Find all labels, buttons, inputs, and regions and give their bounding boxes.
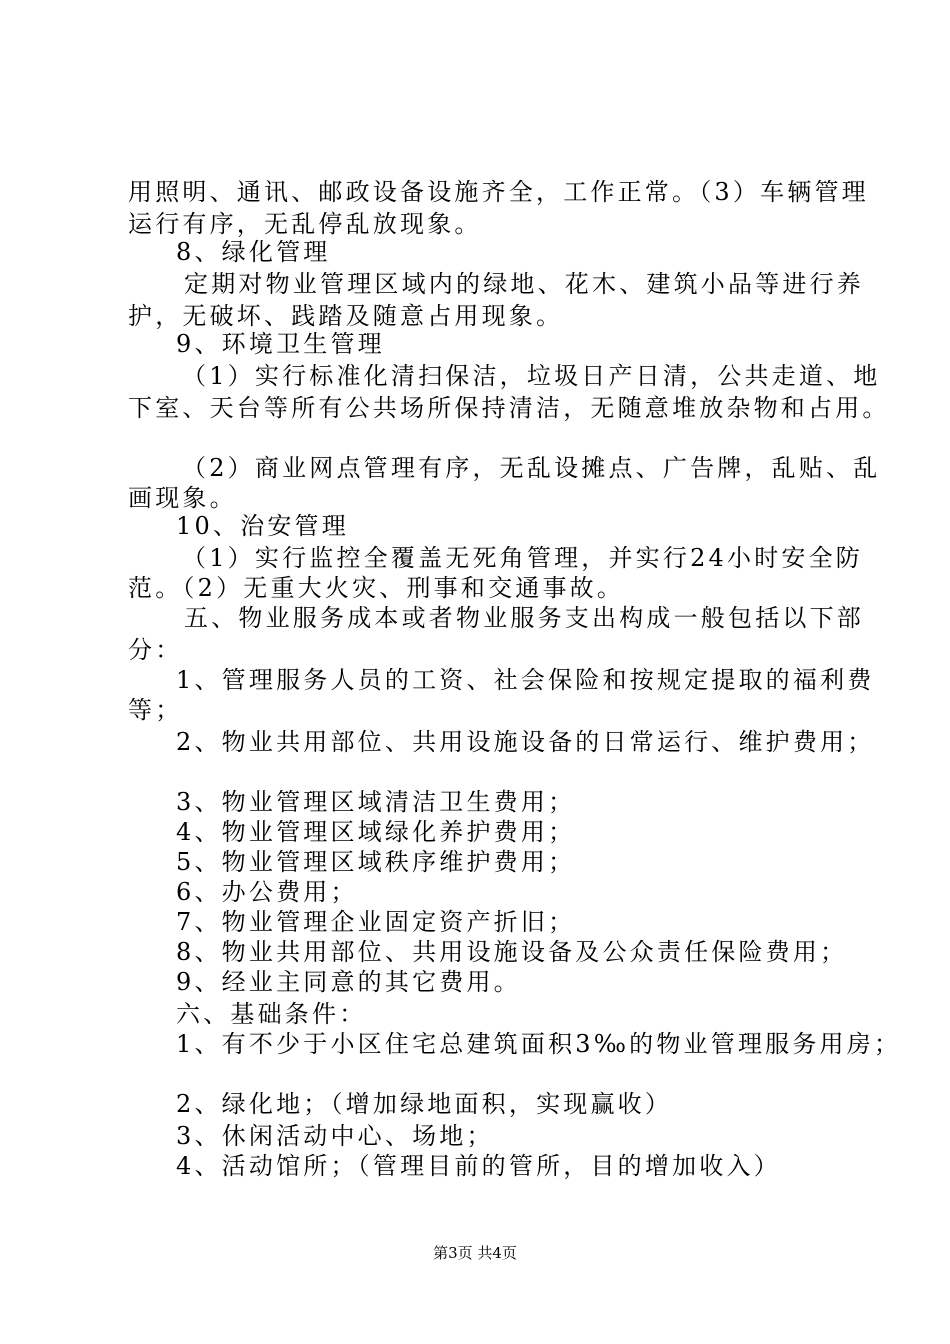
list-item: 2、物业共用部位、共用设施设备的日常运行、维护费用； — [176, 728, 875, 756]
list-item: 2、绿化地；（增加绿地面积，实现赢收） — [176, 1090, 673, 1118]
text-line: 用照明、通讯、邮政设备设施齐全，工作正常。（3）车辆管理 — [128, 178, 869, 206]
list-item: 9、经业主同意的其它费用。 — [176, 968, 521, 996]
section-heading: 10、治安管理 — [176, 512, 349, 540]
text-line: 范。（2）无重大火灾、刑事和交通事故。 — [128, 574, 625, 602]
list-item: 6、办公费用； — [176, 878, 358, 906]
text-line: （1）实行监控全覆盖无死角管理，并实行24小时安全防 — [182, 544, 864, 572]
list-item: 3、物业管理区域清洁卫生费用； — [176, 788, 576, 816]
list-item: 1、管理服务人员的工资、社会保险和按规定提取的福利费 — [176, 666, 875, 694]
list-item: 7、物业管理企业固定资产折旧； — [176, 908, 576, 936]
list-item: 3、休闲活动中心、场地； — [176, 1122, 494, 1150]
text-line: （2）商业网点管理有序，无乱设摊点、广告牌，乱贴、乱 — [182, 454, 881, 482]
text-line: 定期对物业管理区域内的绿地、花木、建筑小品等进行养 — [184, 270, 864, 298]
text-line: 等； — [128, 696, 183, 724]
section-heading: 六、基础条件： — [176, 1000, 367, 1028]
list-item: 4、活动馆所；（管理目前的管所，目的增加收入） — [176, 1152, 781, 1180]
text-line: 下室、天台等所有公共场所保持清洁，无随意堆放杂物和占用。 — [128, 394, 890, 422]
page-footer: 第3页 共4页 — [433, 1244, 517, 1262]
text-line: 画现象。 — [128, 484, 237, 512]
section-heading: 9、环境卫生管理 — [176, 330, 385, 358]
section-heading: 8、绿化管理 — [176, 238, 331, 266]
list-item: 4、物业管理区域绿化养护费用； — [176, 818, 576, 846]
text-line: 运行有序，无乱停乱放现象。 — [128, 210, 482, 238]
list-item: 5、物业管理区域秩序维护费用； — [176, 848, 576, 876]
text-line: （1）实行标准化清扫保洁，垃圾日产日清，公共走道、地 — [182, 362, 881, 390]
list-item: 1、有不少于小区住宅总建筑面积3‰的物业管理服务用房； — [176, 1030, 902, 1058]
section-heading: 五、物业服务成本或者物业服务支出构成一般包括以下部 — [184, 604, 864, 632]
list-item: 8、物业共用部位、共用设施设备及公众责任保险费用； — [176, 938, 848, 966]
text-line: 护，无破坏、践踏及随意占用现象。 — [128, 302, 564, 330]
text-line: 分： — [128, 636, 183, 664]
